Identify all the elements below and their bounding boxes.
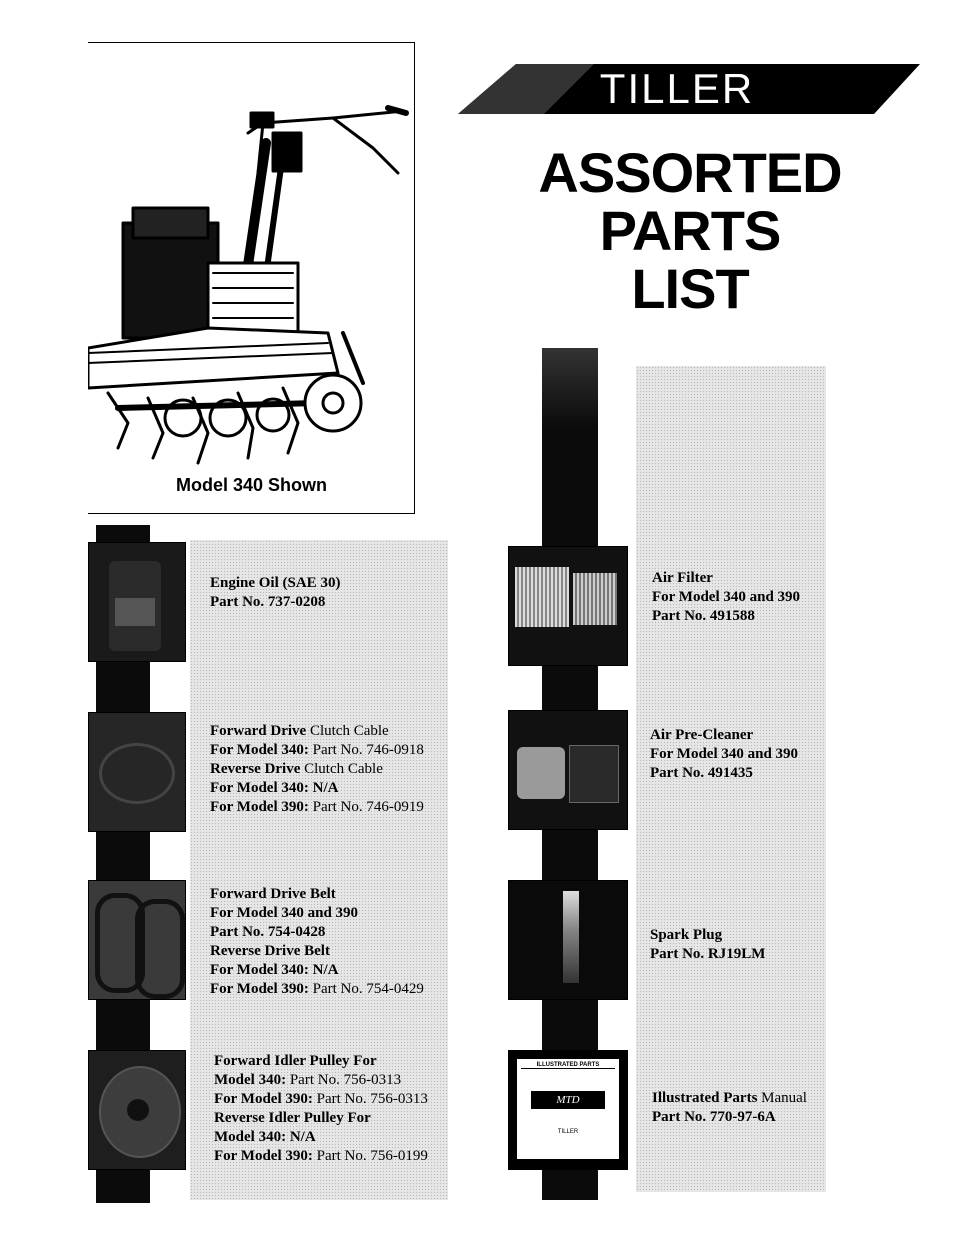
item-line: Engine Oil (SAE 30) (210, 575, 341, 591)
item-line: For Model 340: Part No. 746-0918 (210, 742, 424, 758)
item-line: Reverse Idler Pulley For (214, 1110, 371, 1126)
item-spark-plug (650, 926, 765, 964)
item-clutch-cable (210, 722, 424, 817)
mtd-logo: MTD (531, 1091, 605, 1109)
air-precleaner-photo (508, 710, 628, 830)
manual-cover-label: TILLER (557, 1129, 579, 1135)
item-idler-pulley (214, 1052, 428, 1166)
item-line: Forward Idler Pulley For (214, 1053, 377, 1069)
title-line-1: ASSORTED (538, 141, 842, 204)
item-line: For Model 340: N/A (210, 962, 339, 978)
precleaner-sleeve-left (517, 747, 565, 799)
item-drive-belt (210, 885, 424, 999)
item-line: For Model 390: Part No. 756-0199 (214, 1148, 428, 1164)
drive-belt-photo (88, 880, 186, 1000)
item-line: Part No. RJ19LM (650, 946, 766, 962)
item-line: Reverse Drive Belt (210, 943, 330, 959)
pulley-hub (127, 1099, 149, 1121)
engine-oil-photo (88, 542, 186, 662)
item-line: Forward Drive Clutch Cable (210, 723, 389, 739)
filter-element-left (515, 567, 569, 627)
item-line: For Model 340: N/A (210, 780, 339, 796)
precleaner-sleeve-right (569, 745, 619, 803)
item-line: For Model 390: Part No. 756-0313 (214, 1091, 428, 1107)
cable-loop-shape (99, 743, 175, 804)
clutch-cable-photo (88, 712, 186, 832)
item-line: Model 340: Part No. 756-0313 (214, 1072, 402, 1088)
manual-cover-header: ILLUSTRATED PARTS (521, 1062, 615, 1069)
item-line: Part No. 754-0428 (210, 924, 326, 940)
air-filter-photo (508, 546, 628, 666)
item-line: Model 340: N/A (214, 1129, 316, 1145)
title-line-3: LIST (631, 257, 749, 320)
item-line: Air Filter (652, 570, 713, 586)
item-line: For Model 340 and 390 (210, 905, 359, 921)
manual-cover (517, 1059, 619, 1159)
tiller-illustration (88, 103, 413, 473)
item-air-filter (652, 569, 800, 626)
item-line: For Model 340 and 390 (650, 746, 799, 762)
item-parts-manual (652, 1089, 807, 1127)
item-line: Reverse Drive Clutch Cable (210, 761, 383, 777)
illustration-caption: Model 340 Shown (175, 475, 328, 495)
filter-element-right (573, 573, 617, 625)
item-line: Part No. 491588 (652, 608, 755, 624)
item-air-precleaner (650, 726, 798, 783)
spark-plug-photo (508, 880, 628, 1000)
item-line: Spark Plug (650, 927, 723, 943)
item-line: Illustrated Parts Manual (652, 1090, 807, 1106)
belt-loop-right (135, 899, 185, 999)
banner-label: TILLER (599, 65, 755, 112)
title-line-2: PARTS (599, 199, 781, 262)
item-line: Air Pre-Cleaner (650, 727, 754, 743)
item-line: Part No. 491435 (650, 765, 753, 781)
item-line: For Model 390: Part No. 746-0919 (210, 799, 424, 815)
idler-pulley-photo (88, 1050, 186, 1170)
illustration-box (88, 42, 415, 514)
item-line: Part No. 770-97-6A (652, 1109, 776, 1125)
item-engine-oil (210, 574, 340, 612)
oil-label-shape (115, 598, 155, 626)
parts-manual-photo (508, 1050, 628, 1170)
spark-plug-shape (563, 891, 579, 983)
item-line: For Model 340 and 390 (652, 589, 801, 605)
item-line: Forward Drive Belt (210, 886, 336, 902)
item-line: For Model 390: Part No. 754-0429 (210, 981, 424, 997)
item-line: Part No. 737-0208 (210, 594, 326, 610)
